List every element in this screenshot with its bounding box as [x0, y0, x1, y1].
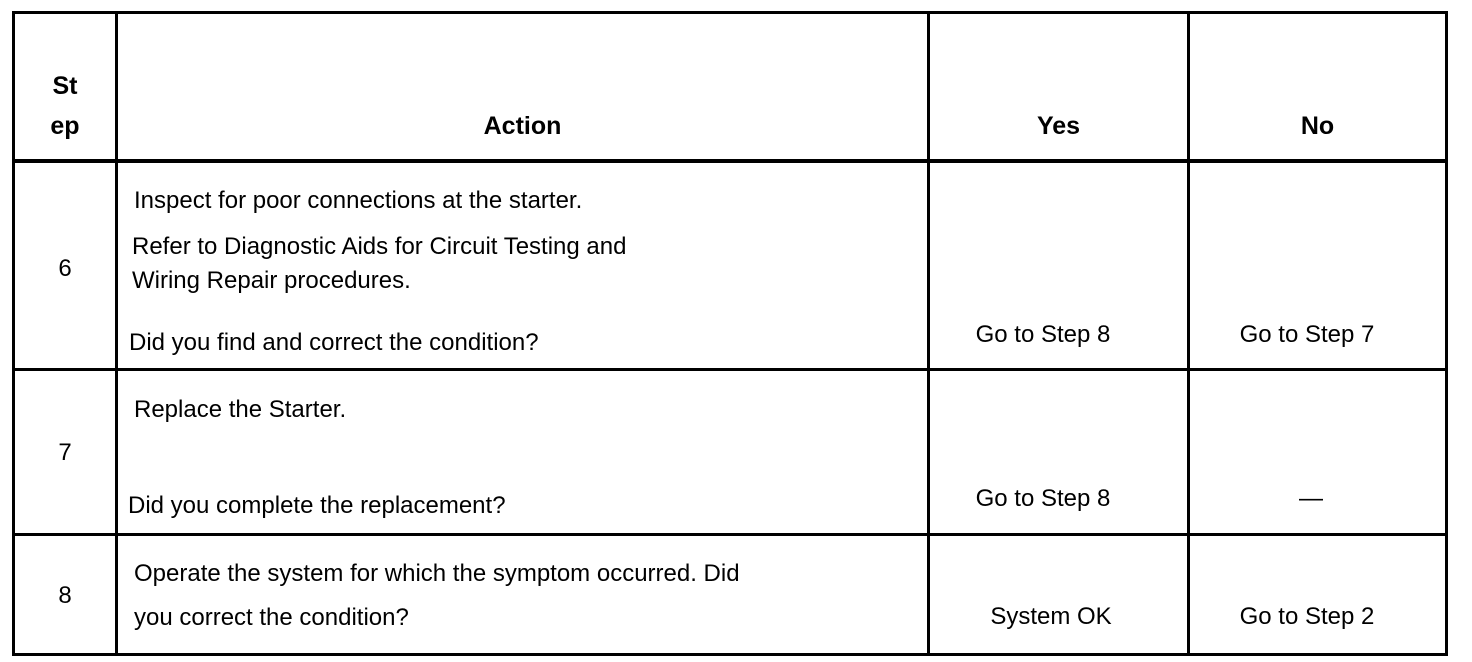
step-number: 8: [58, 582, 72, 609]
action-question: Did you complete the replacement?: [128, 492, 506, 519]
header-step-line2: ep: [50, 112, 80, 140]
table-row: [15, 371, 1445, 536]
step-number: 6: [58, 255, 72, 282]
table-row: [15, 536, 1445, 656]
action-text: Operate the system for which the symptom occurred. Did: [134, 560, 740, 587]
action-text: Refer to Diagnostic Aids for Circuit Testing and: [132, 233, 627, 260]
action-text: Wiring Repair procedures.: [132, 267, 411, 294]
table-header-row: [15, 14, 1445, 163]
header-no: No: [1300, 112, 1335, 140]
yes-result: Go to Step 8: [975, 485, 1111, 512]
header-action: Action: [483, 112, 562, 140]
action-question: you correct the condition?: [134, 604, 409, 631]
no-result: Go to Step 2: [1239, 603, 1375, 630]
no-result: —: [1299, 485, 1323, 512]
header-step-line1: St: [52, 72, 78, 100]
action-text: Inspect for poor connections at the starter.: [134, 187, 583, 214]
table-row: [15, 163, 1445, 371]
header-yes: Yes: [1036, 112, 1081, 140]
no-result: Go to Step 7: [1239, 321, 1375, 348]
yes-result: Go to Step 8: [975, 321, 1111, 348]
step-number: 7: [58, 439, 72, 466]
action-text: Replace the Starter.: [134, 396, 347, 423]
action-question: Did you find and correct the condition?: [129, 329, 539, 356]
diagnostic-table: [12, 11, 1448, 656]
yes-result: System OK: [990, 603, 1112, 630]
